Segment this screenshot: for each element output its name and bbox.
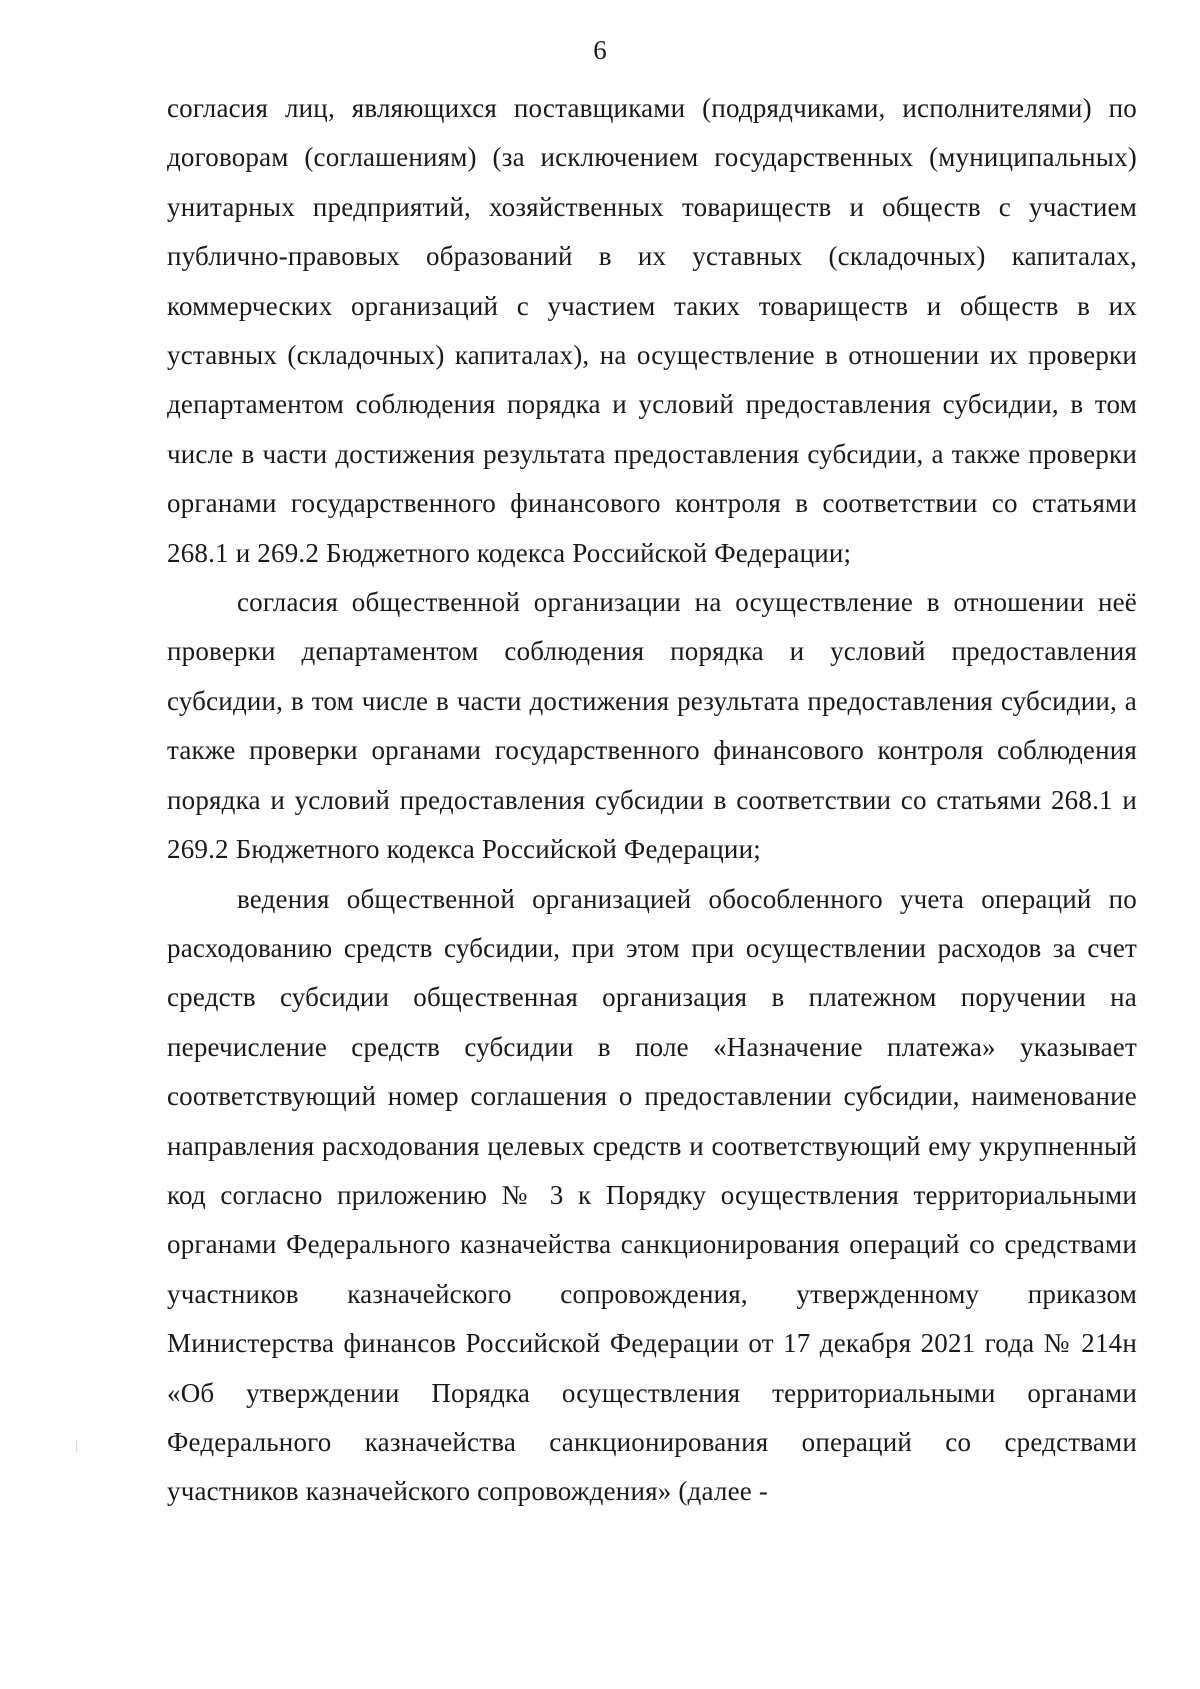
paragraph-suppliers-consent: согласия лиц, являющихся поставщиками (подрядчиками, исполнителями) по договорам (соглашениям) (за исключением государственных (муниципальных) унитарных предприятий, хозяйственных товариществ и обществ с участием публично-правовых образований в их уставных (складочных) капиталах, коммерческих организаций с участием таких товариществ и обществ в их уставных (складочных) капиталах), на осуществление в отношении их проверки департаментом соблюдения порядка и условий предоставления субсидии, в том числе в части достижения результата предоставления субсидии, а также проверки органами государственного финансового контроля в соответствии со статьями 268.1 и 269.2 Бюджетного кодекса Российской Федерации; — [167, 93, 1137, 568]
document-body — [167, 84, 1137, 1517]
paragraph-separate-accounting: ведения общественной организацией обособленного учета операций по расходованию средств субсидии, при этом при осуществлении расходов за счет средств субсидии общественная организация в платежном поручении на перечисление средств субсидии в поле «Назначение платежа» указывает соответствующий номер соглашения о предоставлении субсидии, наименование направления расходования целевых средств и соответствующий ему укрупненный код согласно приложению № 3 к Порядку осуществления территориальными органами Федерального казначейства санкционирования операций со средствами участников казначейского сопровождения, утвержденному приказом Министерства финансов Российской Федерации от 17 декабря 2021 года № 214н «Об утверждении Порядка осуществления территориальными органами Федерального казначейства санкционирования операций со средствами участников казначейского сопровождения» (далее - — [167, 883, 1137, 1507]
paragraph-organization-consent: согласия общественной организации на осуществление в отношении неё проверки департаментом соблюдения порядка и условий предоставления субсидии, в том числе в части достижения результата предоставления субсидии, а также проверки органами государственного финансового контроля соблюдения порядка и условий предоставления субсидии в соответствии со статьями 268.1 и 269.2 Бюджетного кодекса Российской Федерации; — [167, 587, 1137, 865]
scan-margin-mark — [76, 1440, 77, 1452]
page-number: 6 — [593, 35, 607, 65]
